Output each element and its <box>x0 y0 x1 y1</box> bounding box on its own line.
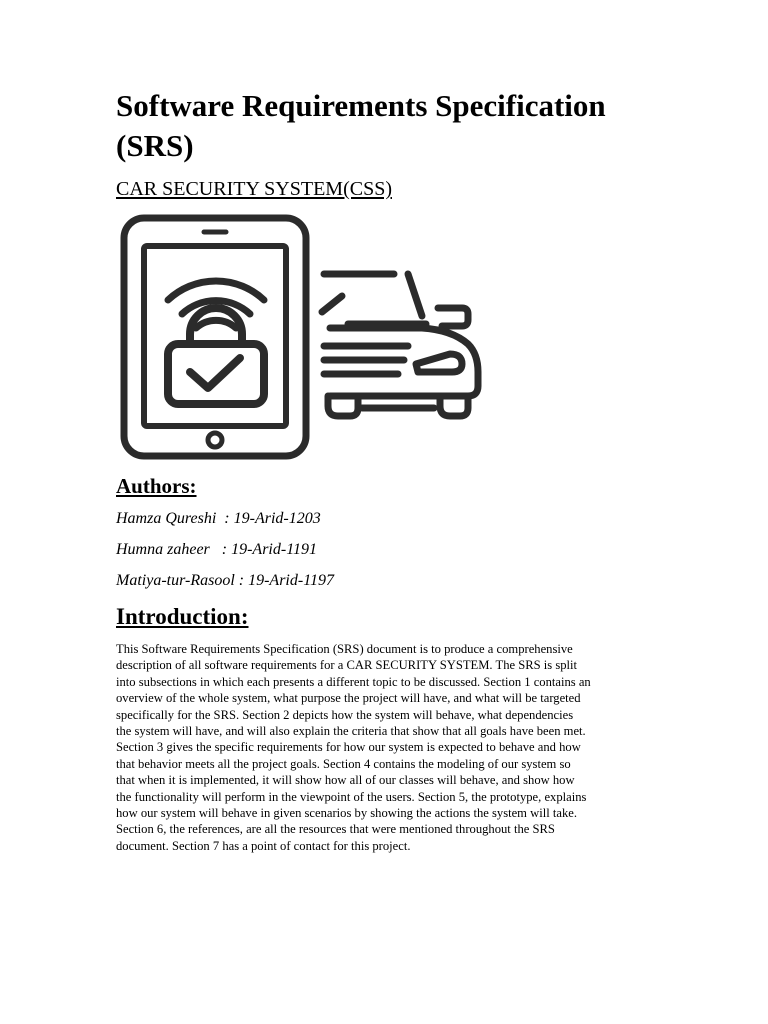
project-subtitle: CAR SECURITY SYSTEM(CSS) <box>116 178 392 200</box>
car-icon <box>322 274 478 416</box>
paragraph-line: specifically for the SRS. Section 2 depicts how the system will behave, what dependencies <box>116 707 574 722</box>
introduction-heading: Introduction: <box>116 604 249 629</box>
author-entry: Hamza Qureshi : 19-Arid-1203 <box>116 510 321 527</box>
introduction-paragraph <box>116 641 654 854</box>
paragraph-line: that behavior meets all the project goals. Section 4 contains the modeling of our system so <box>116 756 571 771</box>
paragraph-line: Section 3 gives the specific requirements for how our system is expected to behave and how <box>116 740 581 755</box>
paragraph-line: how our system will behave in given scenarios by showing the actions the system will take. <box>116 806 577 821</box>
paragraph-line: document. Section 7 has a point of contact for this project. <box>116 838 411 853</box>
author-entry: Matiya-tur-Rasool : 19-Arid-1197 <box>116 572 335 589</box>
author-entry: Humna zaheer : 19-Arid-1191 <box>116 541 318 558</box>
tablet-icon <box>124 218 306 456</box>
paragraph-line: that when it is implemented, it will show how all of our classes will behave, and show how <box>116 773 575 788</box>
paragraph-line: This Software Requirements Specification (SRS) document is to produce a comprehensive <box>116 642 573 656</box>
authors-heading: Authors: <box>116 474 197 498</box>
paragraph-line: overview of the whole system, what purpose the project will have, and what will be targeted <box>116 691 581 706</box>
paragraph-line: into subsections in which each presents a different topic to be discussed. Section 1 contains an <box>116 674 591 689</box>
paragraph-line: description of all software requirements for a CAR SECURITY SYSTEM. The SRS is split <box>116 658 578 673</box>
paragraph-line: the system will have, and will also explain the criteria that show that all goals have been met. <box>116 724 586 739</box>
tablet-padlock-car-icon <box>116 212 486 462</box>
document-title: Software Requirements Specification (SRS) <box>116 88 606 163</box>
paragraph-line: Section 6, the references, are all the resources that were mentioned throughout the SRS <box>116 822 555 837</box>
paragraph-line: the functionality will perform in the viewpoint of the users. Section 5, the prototype, explains <box>116 789 587 804</box>
